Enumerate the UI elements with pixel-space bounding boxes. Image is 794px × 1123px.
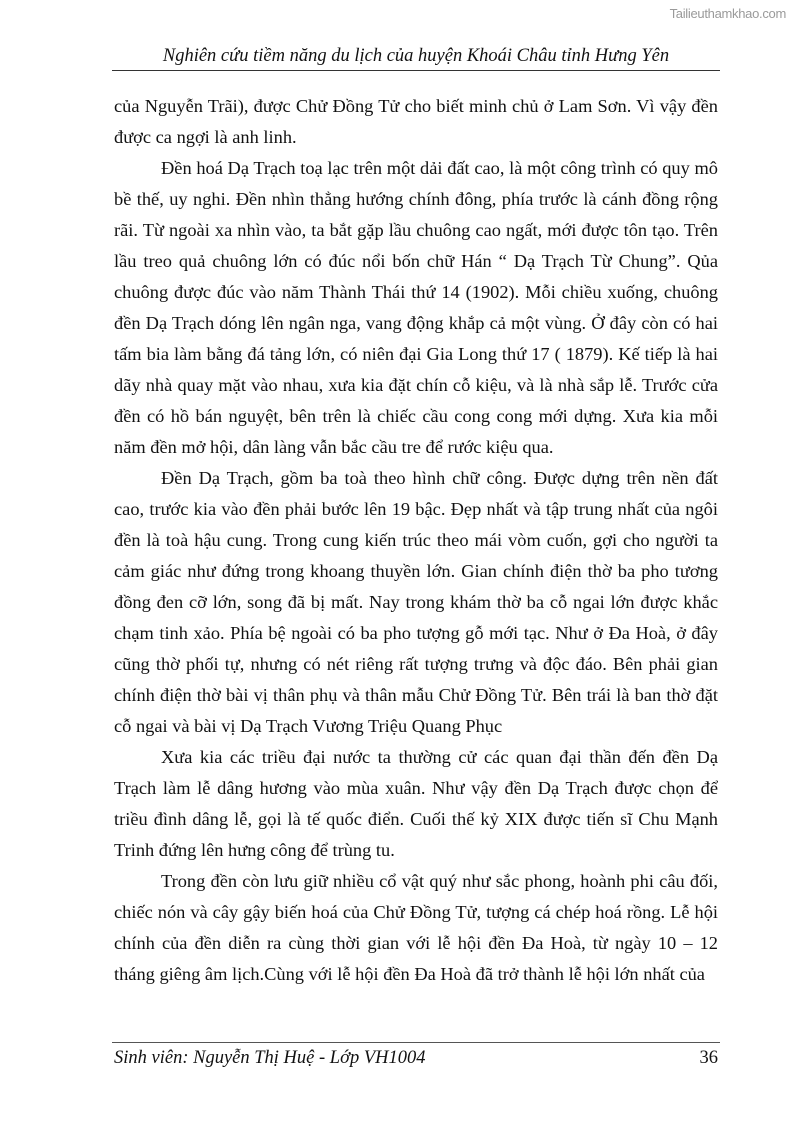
footer-student-info: Sinh viên: Nguyễn Thị Huệ - Lớp VH1004 [114,1048,426,1068]
watermark: Tailieuthamkhao.com [669,6,786,21]
paragraph: của Nguyễn Trãi), được Chử Đồng Tử cho biết minh chủ ở Lam Sơn. Vì vậy đền được ca ngợi là anh linh. [114,96,718,147]
paragraph: Đền Dạ Trạch, gồm ba toà theo hình chữ công. Được dựng trên nền đất cao, trước kia vào đền phải bước lên 19 bậc. Đẹp nhất và tập trung nhất của ngôi đền là toà hậu cung. Trong cung kiến trúc theo mái vòm cuốn, gợi cho người ta cảm giác như đứng trong khoang thuyền lớn. Gian chính điện thờ ba pho tương đồng đen cỡ lớn, song đã bị mất. Nay trong khám thờ ba cỗ ngai lớn được khắc chạm tinh xảo. Phía bệ ngoài có ba pho tượng gỗ mới tạc. Như ở Đa Hoà, ở đây cũng thờ phối tự, nhưng có nét riêng rất tượng trưng và độc đáo. Bên phải gian chính điện thờ bài vị thân phụ và thân mẫu Chử Đồng Tử. Bên trái là ban thờ đặt cỗ ngai và bài vị Dạ Trạch Vương Triệu Quang Phục [114,468,718,736]
paragraph: Xưa kia các triều đại nước ta thường cử các quan đại thần đến đền Dạ Trạch làm lễ dâng hương vào mùa xuân. Như vậy đền Dạ Trạch được chọn để triều đình dâng lễ, gọi là tế quốc điển. Cuối thế kỷ XIX được tiến sĩ Chu Mạnh Trinh đứng lên hưng công để trùng tu. [114,747,718,860]
paragraph: Trong đền còn lưu giữ nhiều cổ vật quý như sắc phong, hoành phi câu đối, chiếc nón và cây gậy biến hoá của Chử Đồng Tử, tượng cá chép hoá rồng. Lễ hội chính của đền diễn ra cùng thời gian với lễ hội đền Đa Hoà, từ ngày 10 – 12 tháng giêng âm lịch.Cùng với lễ hội đền Đa Hoà đã trở thành lễ hội lớn nhất của [114,871,718,984]
header-divider [112,70,720,71]
footer-divider [112,1042,720,1043]
running-header: Nghiên cứu tiềm năng du lịch của huyện Khoái Châu tỉnh Hưng Yên [162,46,670,66]
paragraph: Đền hoá Dạ Trạch toạ lạc trên một dải đất cao, là một công trình có quy mô bề thế, uy nghi. Đền nhìn thẳng hướng chính đông, phía trước là cánh đồng rộng rãi. Từ ngoài xa nhìn vào, ta bắt gặp lầu chuông cao ngất, mới được tôn tạo. Trên lầu treo quả chuông lớn có đúc nổi bốn chữ Hán “ Dạ Trạch Từ Chung”. Qủa chuông được đúc vào năm Thành Thái thứ 14 (1902). Mỗi chiều xuống, chuông đền Dạ Trạch dóng lên ngân nga, vang động khắp cả một vùng. Ở đây còn có hai tấm bia làm bằng đá tảng lớn, có niên đại Gia Long thứ 17 ( 1879). Kế tiếp là hai dãy nhà quay mặt vào nhau, xưa kia đặt chín cỗ kiệu, và là nhà sắp lễ. Trước cửa đền có hồ bán nguyệt, bên trên là chiếc cầu cong cong mới dựng. Xưa kia mỗi năm đền mở hội, dân làng vẫn bắc cầu tre để rước kiệu qua. [114,158,718,457]
body-text [114,91,718,990]
page-number: 36 [699,1048,718,1068]
